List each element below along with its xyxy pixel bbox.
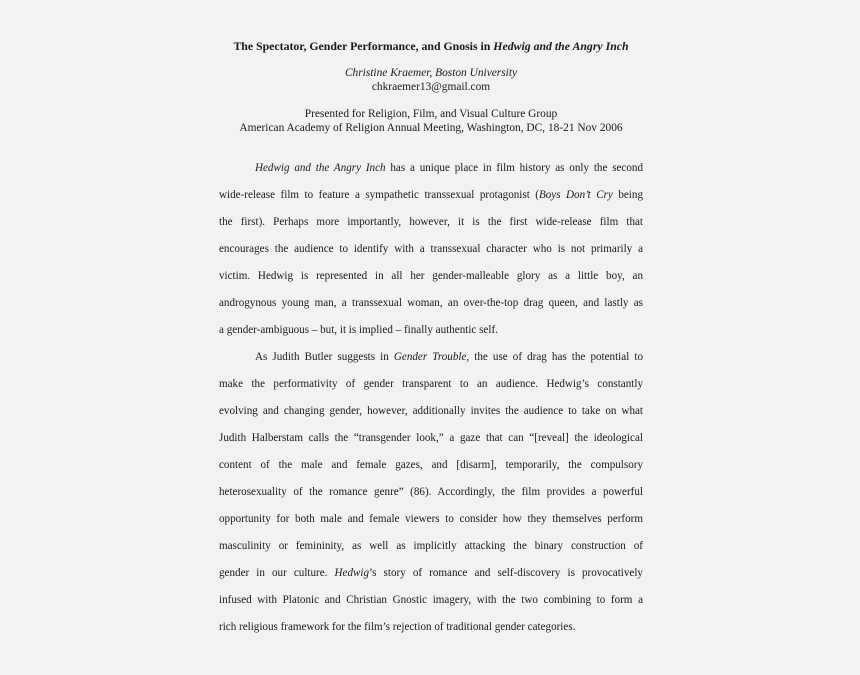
- presented-line: Presented for Religion, Film, and Visual Culture Group: [304, 108, 558, 120]
- body-line: infused with Platonic and Christian Gnostic imagery, with the two combining to form a: [219, 594, 643, 606]
- body-text-span: , the use of drag has the potential to: [466, 351, 643, 363]
- film-title-italic: Hedwig and the Angry Inch: [255, 162, 386, 174]
- body-line: heterosexuality of the romance genre” (86). Accordingly, the film provides a powerful: [219, 486, 643, 498]
- body-line: [219, 349, 643, 365]
- body-line: make the performativity of gender transparent to an audience. Hedwig’s constantly: [219, 378, 643, 390]
- body-line: a gender-ambiguous – but, it is implied – finally authentic self.: [219, 324, 498, 336]
- body-line: rich religious framework for the film’s rejection of traditional gender categories.: [219, 621, 576, 633]
- body-line: opportunity for both male and female viewers to consider how they themselves perform: [219, 513, 643, 525]
- body-text-span: As Judith Butler suggests in: [255, 351, 394, 363]
- film-title-italic: Hedwig: [334, 567, 370, 579]
- body-line: Judith Halberstam calls the “transgender look,” a gaze that can “[reveal] the ideological: [219, 432, 643, 444]
- body-line: androgynous young man, a transsexual woman, an over-the-top drag queen, and lastly as: [219, 297, 643, 309]
- body-text-span: being: [612, 189, 643, 201]
- body-line: masculinity or femininity, as well as implicitly attacking the binary construction of: [219, 540, 643, 552]
- body-line: encourages the audience to identify with a transsexual character who is not primarily a: [219, 243, 643, 255]
- paper-title: [0, 38, 860, 54]
- paper-title-text: The Spectator, Gender Performance, and Gnosis in: [233, 39, 494, 53]
- body-line: [219, 187, 643, 203]
- body-line: the first). Perhaps more importantly, however, it is the first wide-release film that: [219, 216, 643, 228]
- body-text-span: ’s story of romance and self-discovery is provocatively: [369, 567, 643, 579]
- book-title-italic: Gender Trouble: [393, 351, 467, 363]
- body-text-span: wide-release film to feature a sympathetic transsexual protagonist (: [219, 189, 539, 201]
- body-text-span: has a unique place in film history as only the second: [385, 162, 643, 174]
- author-line: Christine Kraemer, Boston University: [344, 67, 518, 79]
- author-email: chkraemer13@gmail.com: [371, 81, 491, 93]
- body-line: victim. Hedwig is represented in all her gender-malleable glory as a little boy, an: [219, 270, 643, 282]
- film-title-italic: Boys Don’t Cry: [538, 189, 613, 201]
- body-line: [219, 160, 643, 176]
- body-line: content of the male and female gazes, and [disarm], temporarily, the compulsory: [219, 459, 643, 471]
- meeting-line: American Academy of Religion Annual Meeting, Washington, DC, 18-21 Nov 2006: [239, 122, 623, 134]
- body-line: evolving and changing gender, however, additionally invites the audience to take on what: [219, 405, 643, 417]
- body-text-span: gender in our culture.: [219, 567, 335, 579]
- body-line: [219, 565, 643, 581]
- paper-title-film: Hedwig and the Angry Inch: [493, 39, 629, 53]
